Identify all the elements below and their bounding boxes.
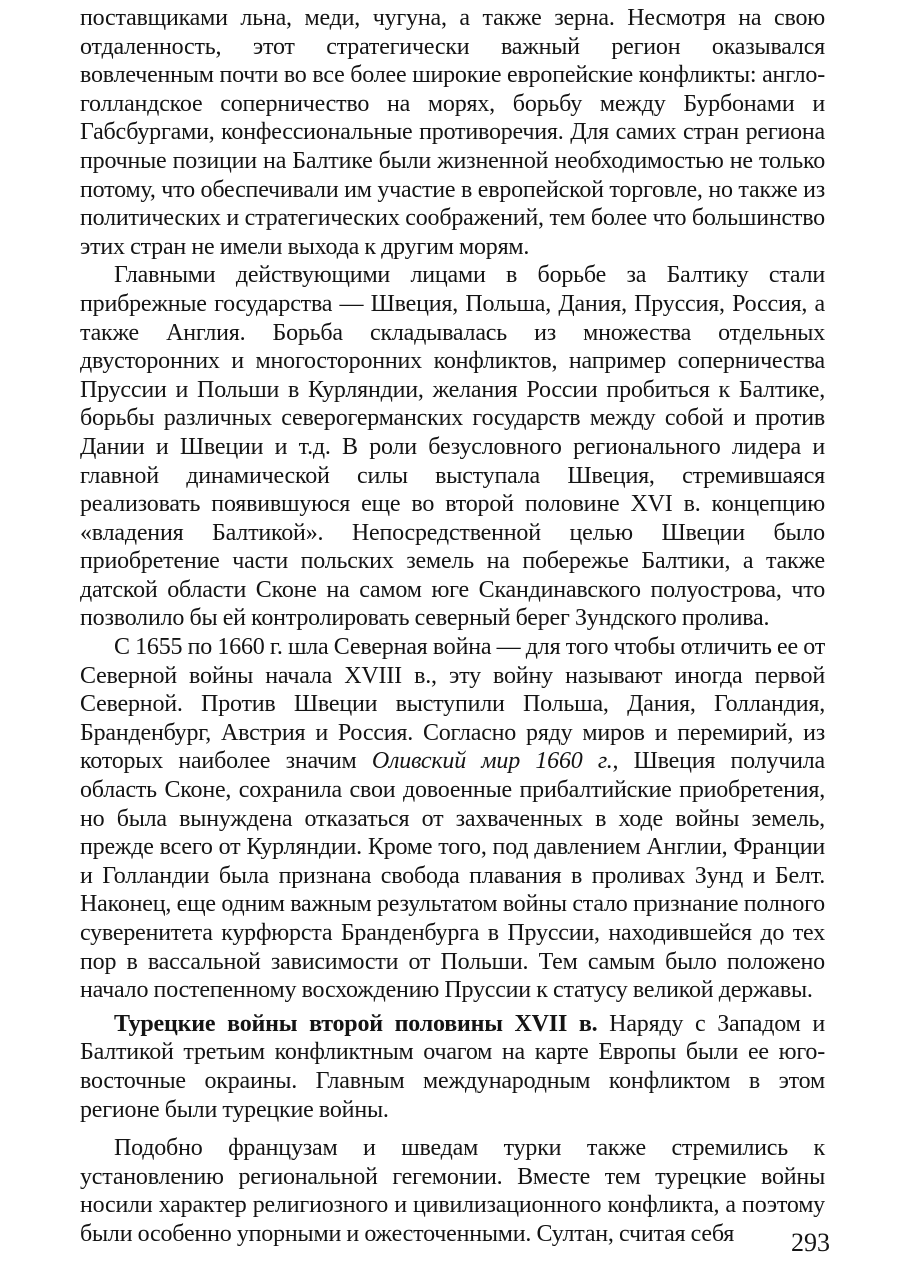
paragraph-4 xyxy=(80,1010,825,1124)
paragraph-4-text: Наряду с Западом и Балтикой третьим конфликтным очагом на карте Европы были ее юго-восточные окраины. Главным международным конфликтом в этом регионе были турецкие войны. xyxy=(80,1010,826,1123)
paragraph-1: поставщиками льна, меди, чугуна, а также зерна. Несмотря на свою отдаленность, этот стратегически важный регион оказывался вовлеченным почти во все более широкие европейские конфликты: англо-голландское соперничество на морях, борьбу между Бурбонами и Габсбургами, конфессиональные противоречия. Для самих стран региона прочные позиции на Балтике были жизненной необходимостью не только потому, что обеспечивали им участие в европейской торговле, но также из политических и стратегических соображений, тем более что большинство этих стран не имели выхода к другим морям. xyxy=(80,5,825,260)
paragraph-2: Главными действующими лицами в борьбе за Балтику стали прибрежные государства — Швеция, Польша, Дания, Пруссия, Россия, а также Англия. Борьба складывалась из множества отдельных двусторонних и многосторонних конфликтов, например соперничества Пруссии и Польши в Курляндии, желания России пробиться к Балтике, борьбы различных северогерманских государств между собой и против Дании и Швеции и т.д. В роли безусловного регионального лидера и главной динамической силы выступала Швеция, стремившаяся реализовать появившуюся еще во второй половине XVI в. концепцию «владения Балтикой». Непосредственной целью Швеции было приобретение части польских земель на побережье Балтики, а также датской области Сконе на самом юге Скандинавского полуострова, что позволило бы ей контролировать северный берег Зундского пролива. xyxy=(80,262,825,632)
paragraph-5: Подобно французам и шведам турки также стремились к установлению региональной гегемонии. Вместе тем турецкие войны носили характер религиозного и цивилизационного конфликта, а поэтому были особенно упорными и ожесточенными. Султан, считая себя xyxy=(80,1135,825,1247)
section-heading-turkish-wars: Турецкие войны второй половины XVII в. xyxy=(114,1010,598,1037)
page-number: 293 xyxy=(791,1228,830,1257)
paragraph-3-text-end: , Швеция получила область Сконе, сохранила свои довоенные прибалтийские приобретения, но была вынуждена отказаться от захваченных в ходе войны земель, прежде всего от Курляндии. Кроме того, под давлением Англии, Франции и Голландии была признана свобода плавания в проливах Зунд и Белт. Наконец, еще одним важным результатом войны стало признание полного суверенитета курфюрста Бранденбурга в Пруссии, находившейся до тех пор в вассальной зависимости от Польши. Тем самым было положено начало постепенному восхождению Пруссии к статусу великой державы. xyxy=(80,748,825,1004)
page-body xyxy=(80,4,825,1249)
oliva-treaty-italic: Оливский мир 1660 г. xyxy=(371,748,613,775)
paragraph-3-text-start: С 1655 по 1660 г. шла Северная война — для того чтобы отличить ее от Северной войны начала XVIII в., эту войну называют иногда первой Северной. Против Швеции выступили Польша, Дания, Голландия, Бранденбург, Австрия и Россия. Согласно ряду миров и перемирий, из которых наиболее значим xyxy=(80,634,825,775)
paragraph-3 xyxy=(80,633,825,1005)
